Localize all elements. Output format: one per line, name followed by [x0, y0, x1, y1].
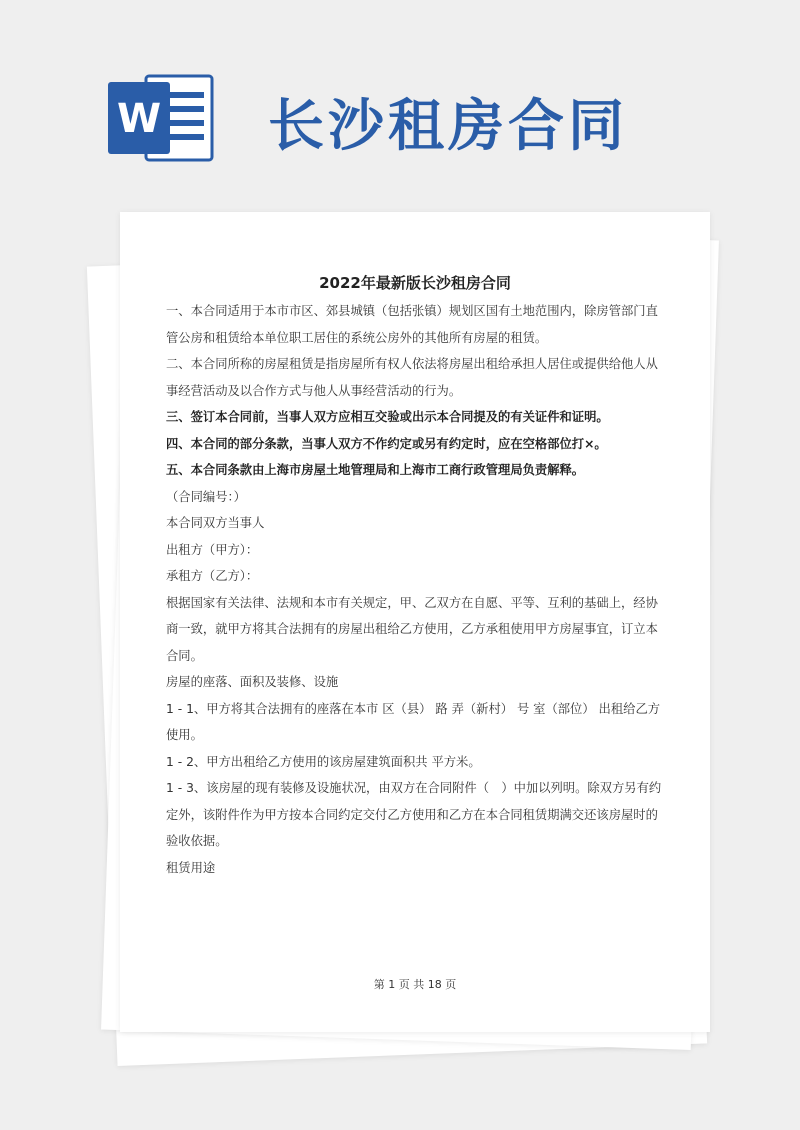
document-paragraph: 承租方（乙方）： [166, 569, 259, 583]
document-paragraph: 五、本合同条款由上海市房屋土地管理局和上海市工商行政管理局负责解释。 [166, 463, 585, 477]
document-page [120, 212, 710, 1032]
document-paragraph: 三、签订本合同前，当事人双方应相互交验或出示本合同提及的有关证件和证明。 [166, 410, 609, 424]
document-paragraph: （合同编号：） [166, 489, 246, 504]
page-number: 第 1 页 共 18 页 [373, 978, 457, 991]
document-paragraph: 租赁用途 [166, 860, 216, 875]
document-title: 2022年最新版长沙租房合同 [319, 274, 511, 292]
document-paragraph: 1 - 2、甲方出租给乙方使用的该房屋建筑面积共 平方米。 [166, 754, 481, 769]
document-paragraph: 四、本合同的部分条款，当事人双方不作约定或另有约定时，应在空格部位打×。 [166, 436, 607, 451]
document-paragraph: 本合同双方当事人 [166, 516, 265, 530]
banner-title: 长沙租房合同 [268, 94, 628, 159]
document-paragraph: 房屋的座落、面积及装修、设施 [166, 675, 339, 689]
document-paragraph: 出租方（甲方）： [166, 542, 259, 557]
document-paragraph: 一、本合同适用于本市市区、郊县城镇（包括张镇）规划区国有土地范围内，除房管部门直管公房和租赁给本单位职工居住的系统公房外的其他所有房屋的租赁。 [166, 304, 658, 345]
svg-text:W: W [116, 96, 162, 142]
banner [0, 0, 800, 200]
word-doc-icon [108, 70, 216, 166]
document-paragraph: 二、本合同所称的房屋租赁是指房屋所有权人依法将房屋出租给承担人居住或提供给他人从事经营活动及以合作方式与他人从事经营活动的行为。 [166, 357, 658, 398]
document-paragraph: 根据国家有关法律、法规和本市有关规定，甲、乙双方在自愿、平等、互利的基础上，经协商一致，就甲方将其合法拥有的房屋出租给乙方使用，乙方承租使用甲方房屋事宜，订立本合同。 [166, 595, 658, 663]
document-paragraph: 1 - 3、该房屋的现有装修及设施状况，由双方在合同附件（ ）中加以列明。除双方另有约定外，该附件作为甲方按本合同约定交付乙方使用和乙方在本合同租赁期满交还该房屋时的验收依据。 [166, 781, 662, 848]
document-body [166, 298, 666, 881]
document-paragraph: 1 - 1、甲方将其合法拥有的座落在本市 区（县） 路 弄（新村） 号 室（部位） 出租给乙方使用。 [166, 701, 661, 742]
